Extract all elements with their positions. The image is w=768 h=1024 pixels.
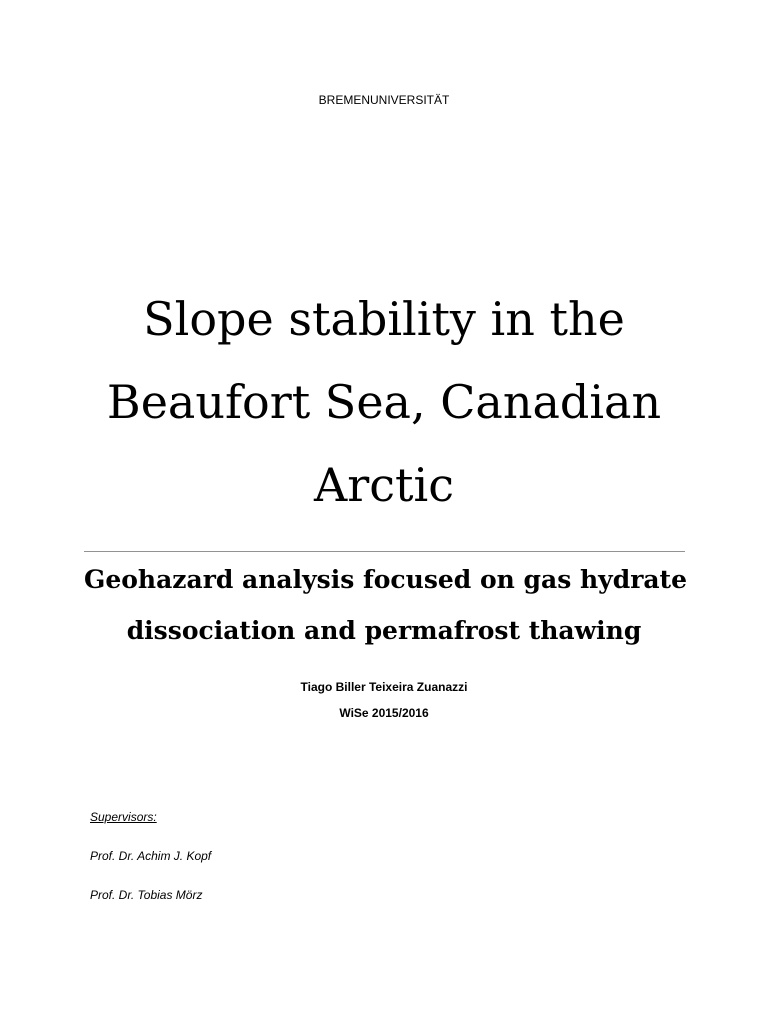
university-name: BREMENUNIVERSITÄT	[318, 93, 450, 107]
semester-term: WiSe 2015/2016	[339, 706, 429, 720]
supervisors-heading: Supervisors:	[90, 810, 157, 824]
title-line-2: Beaufort Sea, Canadian	[106, 375, 662, 429]
supervisor-1: Prof. Dr. Achim J. Kopf	[90, 849, 212, 863]
title-divider	[84, 551, 685, 552]
author-name: Tiago Biller Teixeira Zuanazzi	[300, 680, 468, 694]
title-line-3: Arctic	[314, 458, 454, 512]
document-subtitle	[84, 554, 688, 656]
subtitle-line-2: dissociation and permafrost thawing	[126, 616, 642, 645]
document-title	[84, 278, 684, 527]
supervisor-2: Prof. Dr. Tobias Mörz	[90, 888, 203, 902]
subtitle-line-1: Geohazard analysis focused on gas hydrate	[84, 565, 688, 594]
title-line-1: Slope stability in the	[143, 292, 625, 346]
